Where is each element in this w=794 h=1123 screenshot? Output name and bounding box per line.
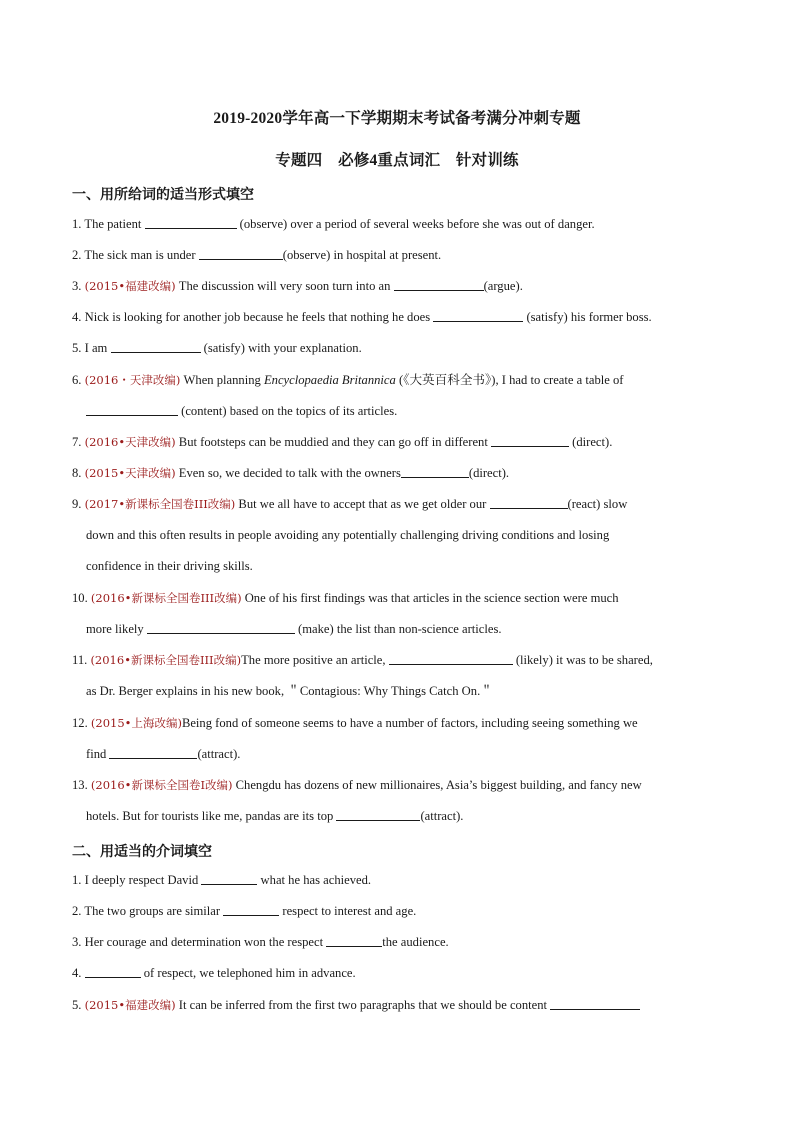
question-1-10: 10. (2016•新课标全国卷III改编) One of his first findings was that articles in the science section were much more likely (make) the list than non-science articles. — [72, 591, 619, 636]
question-2-5: 5. (2015•福建改编) It can be inferred from the first two paragraphs that we should be content — [72, 990, 723, 1021]
answer-blank[interactable] — [111, 339, 201, 353]
question-1-12: 12. (2015•上海改编)Being fond of someone seems to have a number of factors, including seeing something we find (attract). — [72, 716, 638, 761]
answer-blank[interactable] — [490, 495, 568, 509]
answer-blank[interactable] — [433, 308, 523, 322]
question-1-11: 11. (2016•新课标全国卷III改编)The more positive an article, (likely) it was to be shared, as Dr. Berger explains in his new book, ＂Contagious: Why Things Catch On.＂ — [72, 653, 653, 698]
question-1-4: 4. Nick is looking for another job because he feels that nothing he does (satisfy) his former boss. — [72, 310, 652, 324]
answer-blank[interactable] — [145, 215, 237, 229]
question-2-4: 4. of respect, we telephoned him in advance. — [72, 966, 356, 980]
question-1-8: 8. (2015•天津改编) Even so, we decided to talk with the owners (direct). — [72, 466, 510, 480]
source-tag: (2016・天津改编) — [84, 373, 181, 387]
question-1-13: 13. (2016•新课标全国卷I改编) Chengdu has dozens of new millionaires, Asia’s biggest building, and fancy new hotels. But for tourists like me, pandas are its top (attract). — [72, 778, 642, 823]
source-tag: (2017•新课标全国卷III改编) — [84, 497, 236, 511]
answer-blank[interactable] — [199, 246, 283, 260]
question-2-3: 3. Her courage and determination won the respect the audience. — [72, 935, 449, 949]
answer-blank[interactable] — [401, 464, 469, 478]
question-1-3: 3. (2015•福建改编) The discussion will very soon turn into an (argue). — [72, 279, 523, 293]
question-1-7: 7. (2016•天津改编) But footsteps can be muddied and they can go off in different (direct). — [72, 435, 613, 449]
source-tag: (2015•上海改编) — [90, 716, 182, 730]
question-1-2: 2. The sick man is under (observe) in hospital at present. — [72, 248, 442, 262]
source-tag: (2015•天津改编) — [84, 466, 176, 480]
section-heading-1: 一、用所给词的适当形式填空 — [72, 188, 254, 203]
answer-blank[interactable] — [86, 402, 178, 416]
source-tag: (2016•新课标全国卷III改编) — [90, 653, 242, 667]
answer-blank[interactable] — [147, 620, 295, 634]
question-1-1: 1. The patient (observe) over a period of several weeks before she was out of danger. — [72, 217, 595, 231]
question-2-1: 1. I deeply respect David what he has achieved. — [72, 873, 372, 887]
answer-blank[interactable] — [336, 807, 420, 821]
answer-blank[interactable] — [109, 745, 197, 759]
page-subtitle: 专题四 必修4重点词汇 针对训练 — [275, 152, 519, 169]
answer-blank[interactable] — [223, 902, 279, 916]
answer-blank[interactable] — [550, 996, 640, 1010]
answer-blank[interactable] — [394, 277, 484, 291]
source-tag: (2015•福建改编) — [84, 279, 176, 293]
section-heading-2: 二、用适当的介词填空 — [72, 845, 212, 860]
answer-blank[interactable] — [201, 871, 257, 885]
answer-blank[interactable] — [491, 433, 569, 447]
question-1-9: 9. (2017•新课标全国卷III改编) But we all have to accept that as we get older our (react) slow down and this often results in people avoiding any potentially challenging driving conditions and losing confidence in their driving skills. — [72, 497, 628, 573]
source-tag: (2016•天津改编) — [84, 435, 176, 449]
answer-blank[interactable] — [389, 651, 513, 665]
source-tag: (2016•新课标全国卷I改编) — [90, 778, 233, 792]
source-tag: (2016•新课标全国卷III改编) — [90, 591, 242, 605]
answer-blank[interactable] — [326, 933, 382, 947]
question-2-2: 2. The two groups are similar respect to interest and age. — [72, 904, 417, 918]
question-1-6: 6. (2016・天津改编) When planning Encyclopaedia Britannica (《大英百科全书》), I had to create a table of (content) based on the topics of its articles. — [72, 373, 624, 418]
source-tag: (2015•福建改编) — [84, 998, 176, 1012]
question-1-5: 5. I am (satisfy) with your explanation. — [72, 341, 362, 355]
page-title: 2019-2020学年高一下学期期末考试备考满分冲刺专题 — [213, 110, 581, 127]
answer-blank[interactable] — [85, 964, 141, 978]
